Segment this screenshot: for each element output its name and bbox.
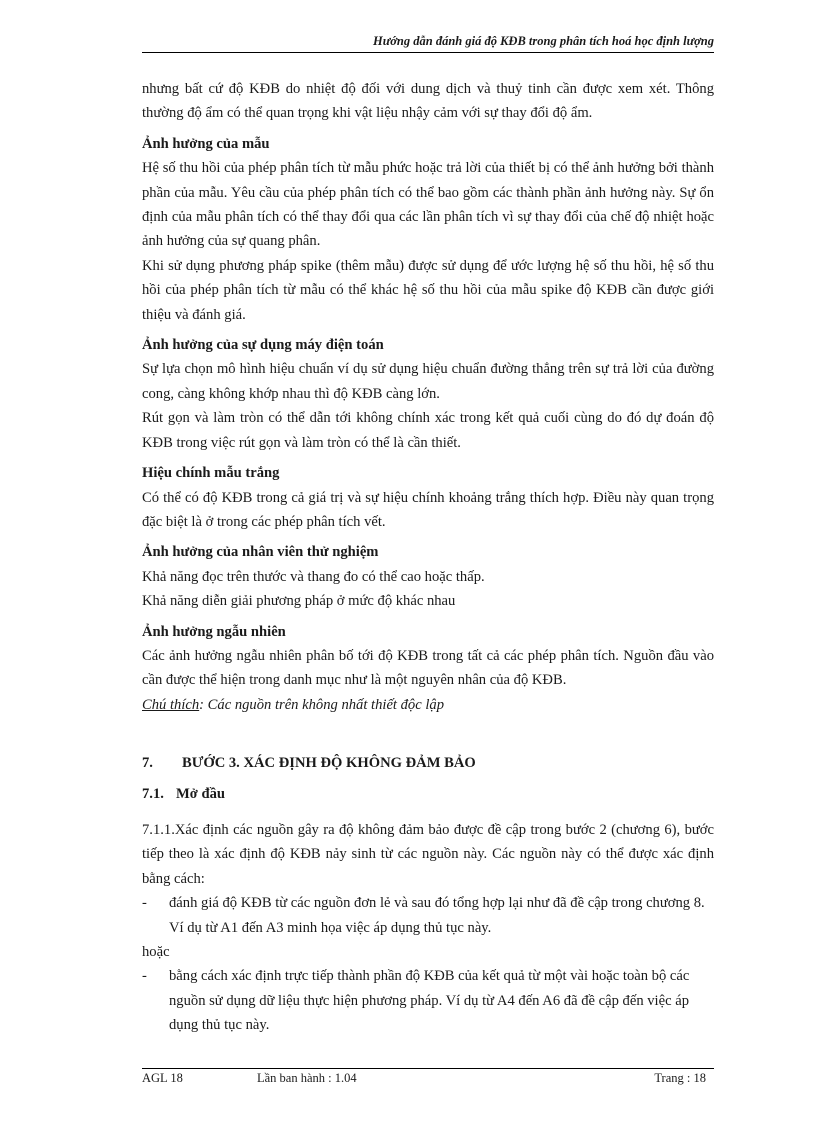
subsection-heading (142, 782, 714, 806)
list-item (142, 964, 714, 1037)
section-heading-operator: Ảnh hưởng của nhân viên thử nghiệm (142, 544, 379, 561)
bullet-dash: - (142, 968, 147, 985)
bullet-dash: - (142, 895, 147, 912)
section-paragraph: Khả năng diễn giải phương pháp ở mức độ khác nhau (142, 593, 456, 610)
chapter-number: 7. (142, 755, 153, 772)
page-body (142, 77, 714, 1038)
section-heading-blank: Hiệu chính mẫu trắng (142, 465, 280, 482)
footer-doc-code: AGL 18 (142, 1071, 183, 1085)
subsection-title: Mở đầu (176, 785, 226, 802)
note-text: : Các nguồn trên không nhất thiết độc lập (199, 696, 444, 713)
section-paragraph: Các ảnh hưởng ngẫu nhiên phân bố tới độ KĐB trong tất cả các phép phân tích. Nguồn đầu vào cần được thể hiện trong danh mục như là một nguyên nhân của độ KĐB. (142, 647, 714, 689)
paragraph-7-1-1: 7.1.1.Xác định các nguồn gây ra độ không đảm bảo được đề cập trong bước 2 (chương 6), bước tiếp theo là xác định độ KĐB nảy sinh từ các nguồn này. Các nguồn này có thể được xác định bằng cách: (142, 821, 714, 887)
list-item-text: bằng cách xác định trực tiếp thành phần độ KĐB của kết quả từ một vài hoặc toàn bộ các nguồn sử dụng dữ liệu thực hiện phương pháp. Ví dụ từ A4 đến A6 đã đề cập đến việc áp dụng thủ tục này. (169, 968, 690, 1034)
page-header (142, 34, 714, 53)
subsection-number: 7.1. (142, 785, 164, 802)
section-paragraph: Rút gọn và làm tròn có thể dẫn tới không chính xác trong kết quả cuối cùng do đó dự đoán độ KĐB trong việc rút gọn và làm tròn có thể là cần thiết. (142, 410, 714, 451)
page-footer (142, 1068, 714, 1089)
section-paragraph: Khi sử dụng phương pháp spike (thêm mẫu) được sử dụng để ước lượng hệ số thu hồi, hệ số thu hồi của phép phân tích từ mẫu có thể khác hệ số thu hồi của mẫu spike độ KĐB cần được giới thiệu và đánh giá. (142, 257, 714, 323)
note-label: Chú thích (142, 696, 200, 713)
section-paragraph: Sự lựa chọn mô hình hiệu chuẩn ví dụ sử dụng hiệu chuẩn đường thẳng trên sự trả lời của đường cong, càng không khớp nhau thì độ KĐB càng lớn. (142, 361, 714, 402)
section-paragraph: Hệ số thu hồi của phép phân tích từ mẫu phức hoặc trả lời của thiết bị có thể ảnh hưởng bởi thành phần của mẫu. Yêu cầu của phép phân tích có thể bao gồm các thành phần ảnh hưởng này. Sự ổn định của mẫu phân tích có thể thay đổi qua các lần phân tích vì sự thay đổi của chế độ nhiệt hoặc ảnh hưởng của sự quang phân. (142, 160, 714, 250)
or-text: hoặc (142, 944, 170, 960)
intro-paragraph: nhưng bất cứ độ KĐB do nhiệt độ đối với dung dịch và thuỷ tinh cần được xem xét. Thông thường độ ẩm có thể quan trọng khi vật liệu nhậy cảm với sự thay đổi độ ẩm. (142, 81, 714, 122)
section-heading-random: Ảnh hưởng ngẫu nhiên (142, 623, 286, 640)
footer-edition: Lần ban hành : 1.04 (257, 1071, 357, 1085)
section-heading-sample: Ảnh hưởng của mẫu (142, 135, 270, 152)
section-heading-computer: Ảnh hưởng của sự dụng máy điện toán (142, 337, 384, 354)
header-title: Hướng dẫn đánh giá độ KĐB trong phân tích hoá học định lượng (373, 34, 714, 48)
note-line (142, 693, 714, 717)
section-paragraph: Khả năng đọc trên thước và thang đo có thể cao hoặc thấp. (142, 568, 485, 585)
chapter-title: BƯỚC 3. XÁC ĐỊNH ĐỘ KHÔNG ĐẢM BẢO (182, 755, 476, 772)
chapter-heading (142, 751, 714, 775)
list-item (142, 891, 714, 940)
list-item-text: đánh giá độ KĐB từ các nguồn đơn lẻ và sau đó tổng hợp lại như đã đề cập trong chương 8. Ví dụ từ A1 đến A3 minh họa việc áp dụng thủ tục này. (169, 895, 705, 936)
footer-page-number: Trang : 18 (654, 1071, 706, 1085)
section-paragraph: Có thể có độ KĐB trong cả giá trị và sự hiệu chính khoảng trắng thích hợp. Điều này quan trọng đặc biệt là ở trong các phép phân tích vết. (142, 489, 714, 530)
